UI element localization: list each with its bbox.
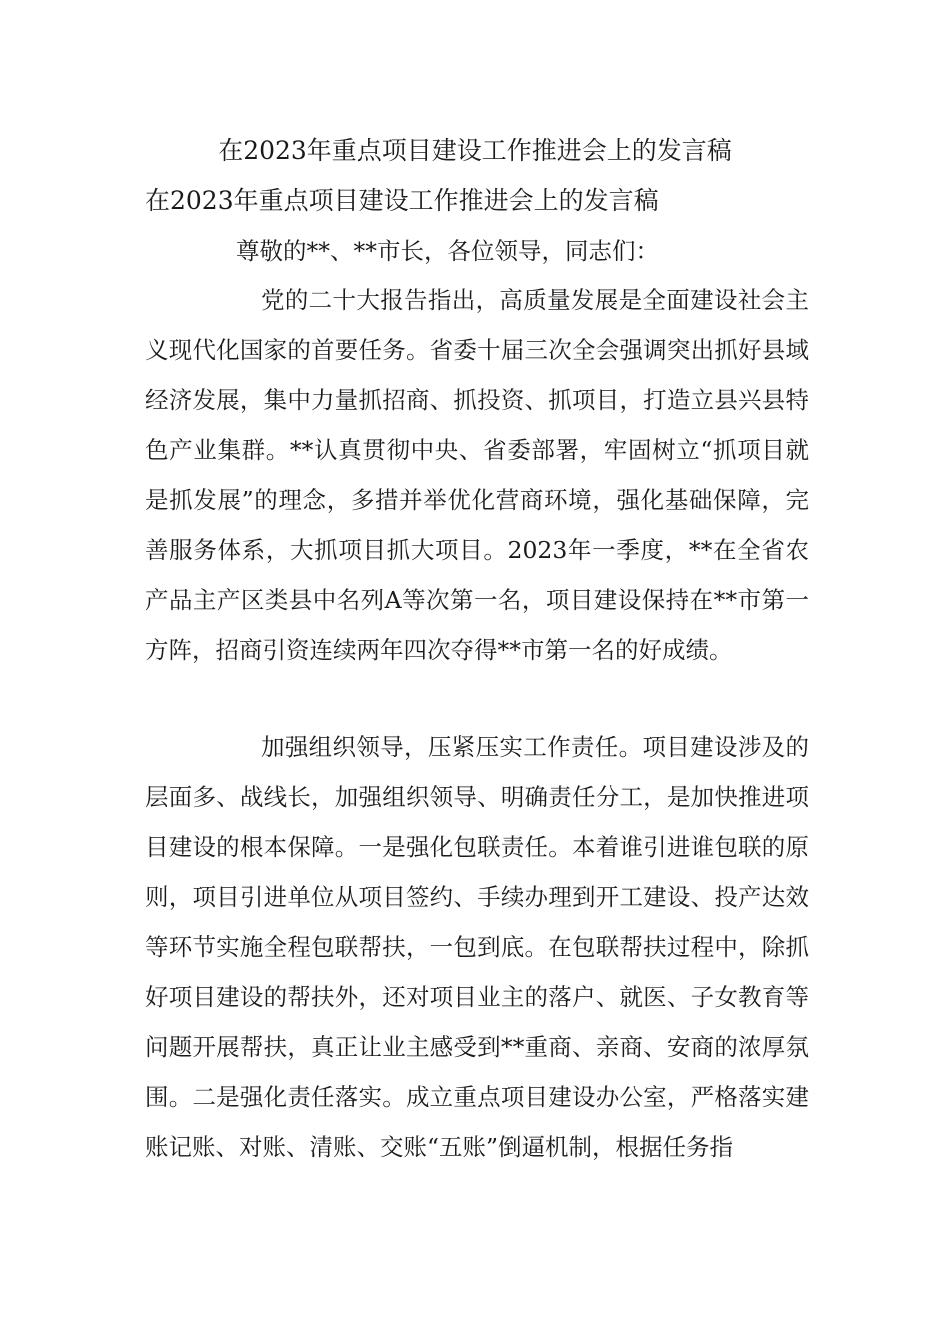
document-subtitle: 在2023年重点项目建设工作推进会上的发言稿 [145,186,659,215]
document-title: 在2023年重点项目建设工作推进会上的发言稿 [218,136,732,165]
paragraph: 党的二十大报告指出，高质量发展是全面建设社会主义现代化国家的首要任务。省委十届三次全会强调突出抓好县域经济发展，集中力量抓招商、抓投资、抓项目，打造立县兴县特色产业集群。**认真贯彻中央、省委部署，牢固树立“抓项目就是抓发展”的理念，多措并举优化营商环境，强化基础保障，完善服务体系，大抓项目抓大项目。2023年一季度，**在全省农产品主产区类县中名列A等次第一名，项目建设保持在**市第一方阵，招商引资连续两年四次夺得**市第一名的好成绩。 [145,286,809,664]
paragraph: 加强组织领导，压紧压实工作责任。项目建设涉及的层面多、战线长，加强组织领导、明确责任分工，是加快推进项目建设的根本保障。一是强化包联责任。本着谁引进谁包联的原则，项目引进单位从项目签约、手续办理到开工建设、投产达效等环节实施全程包联帮扶，一包到底。在包联帮扶过程中，除抓好项目建设的帮扶外，还对项目业主的落户、就医、子女教育等问题开展帮扶，真正让业主感受到**重商、亲商、安商的浓厚氛围。二是强化责任落实。成立重点项目建设办公室，严格落实建账记账、对账、清账、交账“五账”倒逼机制，根据任务指 [145,733,809,1161]
salutation: 尊敬的**、**市长，各位领导，同志们： [236,237,659,265]
